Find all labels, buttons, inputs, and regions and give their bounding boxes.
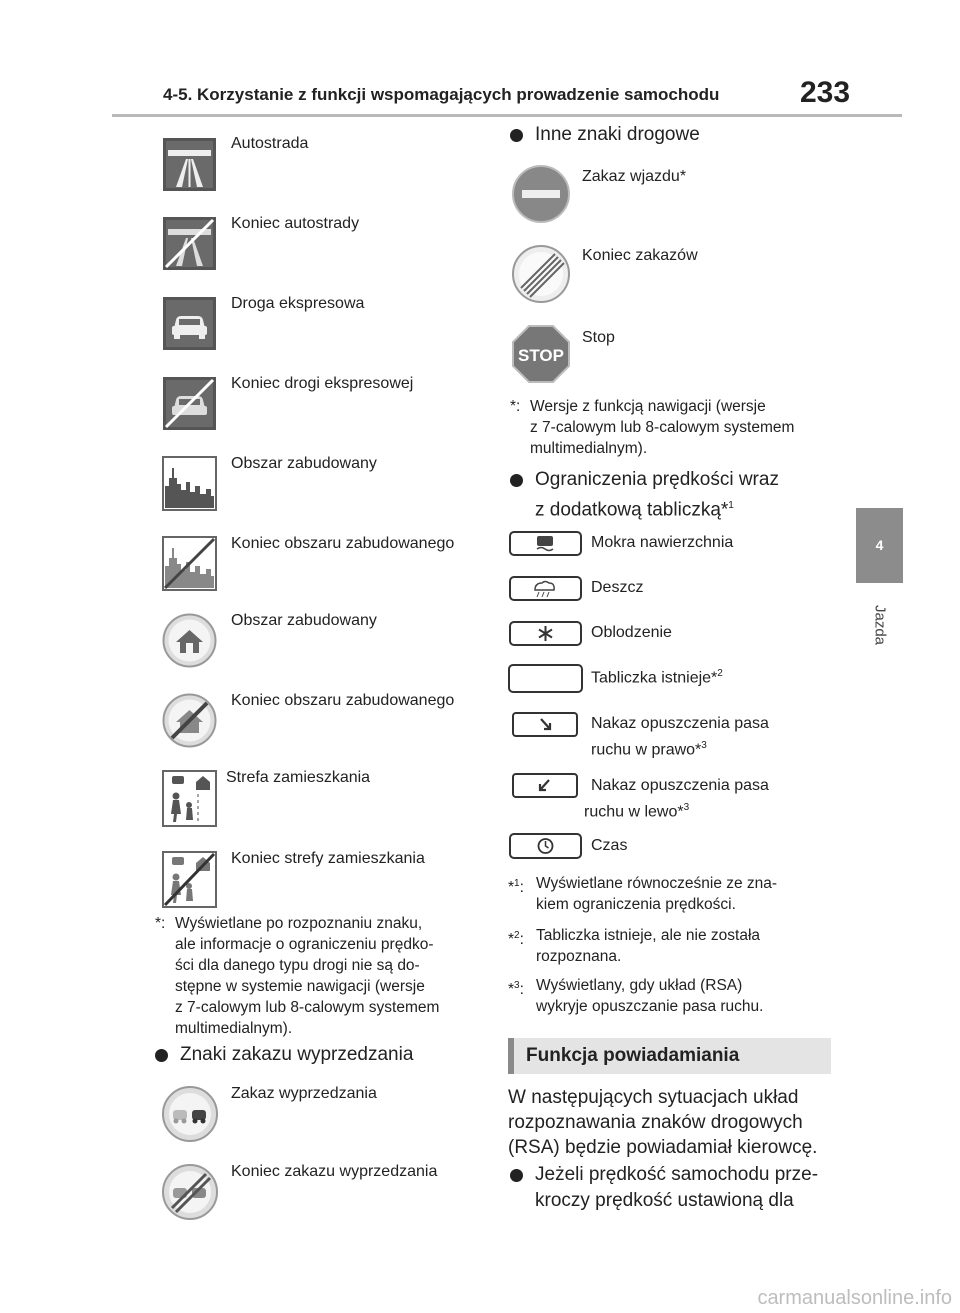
footnote-line: ści dla danego typu drogi nie są do- — [175, 957, 420, 974]
plate-label-text: Nakaz opuszczenia pasa — [591, 715, 769, 732]
sign-label: Droga ekspresowa — [231, 295, 365, 312]
plate-label — [591, 579, 643, 597]
heading-text: Inne znaki drogowe — [535, 124, 700, 145]
footnote-line: multimedialnym). — [175, 1020, 293, 1037]
paragraph-line: (RSA) będzie powiadamiał kierowcę. — [508, 1137, 818, 1158]
notification-bullet — [510, 1162, 850, 1214]
footnote-line: multimedialnym). — [530, 440, 648, 457]
time-plate-icon — [509, 833, 582, 859]
footnote-2 — [508, 925, 848, 967]
plate-label — [591, 837, 627, 855]
watermark: carmanualsonline.info — [757, 1287, 952, 1309]
plate-label-text: ruchu w lewo* — [584, 803, 684, 821]
sign-label: Obszar zabudowany — [231, 455, 377, 472]
end-built-up-area-sign-icon — [162, 536, 217, 591]
plate-label-text: Mokra nawierzchnia — [591, 534, 734, 551]
heading-text: z dodatkową tabliczką* — [535, 499, 729, 521]
footnote-marker: *$^1$: — [508, 878, 524, 897]
page-header-title: 4-5. Korzystanie z funkcji wspomagających prowadzenie samochodu — [163, 85, 720, 104]
sign-label: Strefa zamieszkania — [226, 769, 371, 786]
plate-label-text: Oblodzenie — [591, 624, 672, 641]
footnote-line: Wyświetlany, gdy układ (RSA) — [536, 977, 743, 994]
expressway-sign-icon — [162, 296, 217, 351]
heading-text: Znaki zakazu wyprzedzania — [180, 1044, 414, 1065]
footnote-line: Wyświetlane po rozpoznaniu znaku, — [175, 915, 423, 932]
footnote-line: ale informacje o ograniczeniu prędko- — [175, 936, 434, 953]
footnote-line: z 7-calowym lub 8-calowym systemem — [175, 999, 440, 1016]
end-of-restrictions-sign-icon — [512, 245, 570, 303]
header-divider — [112, 114, 902, 117]
sign-label: Koniec drogi ekspresowej — [231, 375, 414, 392]
paragraph-line: W następujących sytuacjach układ — [508, 1087, 799, 1108]
lane-exit-left-plate-icon — [512, 773, 578, 798]
bullet-icon — [155, 1049, 168, 1062]
sign-label: Koniec strefy zamieszkania — [231, 850, 425, 867]
chapter-label — [856, 590, 903, 660]
plate-exists-icon — [508, 664, 583, 693]
end-motorway-sign-icon — [162, 216, 217, 271]
footnote-marker: *: — [510, 398, 521, 415]
sign-label: Zakaz wjazdu* — [582, 168, 687, 185]
sign-label: Koniec zakazów — [582, 247, 698, 264]
ice-plate-icon — [509, 621, 582, 646]
sign-label: Obszar zabudowany — [231, 612, 377, 629]
wet-road-plate-icon — [509, 531, 582, 556]
no-overtaking-sign-icon — [162, 1086, 218, 1142]
footnote-marker: *$^3$: — [508, 980, 524, 999]
plate-label-text: Tabliczka istnieje* — [591, 669, 718, 687]
plate-label — [591, 534, 733, 552]
footnote-line: stępne w systemie nawigacji (wersje — [175, 978, 425, 995]
bullet-icon — [510, 129, 523, 142]
sign-label: Autostrada — [231, 135, 309, 152]
other-signs-footnote — [510, 396, 850, 459]
footnote-line: Wersje z funkcją nawigacji (wersje — [530, 398, 766, 415]
bullet-text: Jeżeli prędkość samochodu prze- — [535, 1164, 819, 1185]
lane-exit-right-plate-icon — [512, 712, 578, 737]
footnote-1 — [508, 873, 848, 915]
built-up-area-round-sign-icon — [162, 613, 217, 668]
footnote-3 — [508, 975, 848, 1017]
footnote-sup: 3 — [683, 802, 690, 813]
residential-zone-sign-icon — [162, 770, 217, 827]
footnote-sup: 2 — [717, 668, 723, 679]
footnote-line: rozpoznana. — [536, 948, 622, 965]
bullet-text: kroczy prędkość ustawioną dla — [535, 1190, 794, 1211]
sign-label: Koniec obszaru zabudowanego — [231, 692, 455, 709]
plate-label-text: Nakaz opuszczenia pasa — [591, 777, 769, 794]
end-expressway-sign-icon — [162, 376, 217, 431]
sign-label: Koniec autostrady — [231, 215, 360, 232]
footnote-line: Wyświetlane równocześnie ze zna- — [536, 875, 778, 892]
footnote-line: kiem ograniczenia prędkości. — [536, 896, 736, 913]
sign-label: Zakaz wyprzedzania — [231, 1085, 377, 1102]
motorway-sign-icon — [162, 137, 217, 192]
footnote-marker: *: — [155, 915, 166, 932]
end-residential-zone-sign-icon — [162, 851, 217, 908]
paragraph-line: rozpoznawania znaków drogowych — [508, 1112, 803, 1133]
sign-label: Stop — [582, 329, 615, 346]
stop-sign-icon — [512, 325, 570, 383]
plate-label-text: Deszcz — [591, 579, 644, 596]
footnote-line: z 7-calowym lub 8-calowym systemem — [530, 419, 795, 436]
section-title: Funkcja powiadamiania — [508, 1038, 831, 1074]
left-footnote — [155, 913, 485, 1039]
sign-label: Koniec obszaru zabudowanego — [231, 535, 455, 552]
overtaking-heading — [155, 1042, 485, 1068]
heading-text: Ograniczenia prędkości wraz — [535, 469, 779, 490]
chapter-tab: 4 — [856, 508, 903, 583]
end-no-overtaking-sign-icon — [162, 1164, 218, 1220]
chapter-label-text: Jazda — [871, 604, 888, 646]
footnote-sup: 3 — [701, 740, 707, 751]
bullet-icon — [510, 474, 523, 487]
speed-limits-heading — [510, 467, 850, 523]
end-built-up-area-round-sign-icon — [162, 693, 217, 748]
plate-label-text: Czas — [591, 837, 628, 854]
other-signs-heading — [510, 122, 840, 148]
page-number: 233 — [800, 76, 851, 109]
rain-plate-icon — [509, 576, 582, 601]
plate-label — [591, 668, 723, 687]
footnote-line: wykryje opuszczanie pasa ruchu. — [536, 998, 764, 1015]
plate-label — [591, 624, 672, 642]
footnote-line: Tabliczka istnieje, ale nie została — [536, 927, 761, 944]
built-up-area-sign-icon — [162, 456, 217, 511]
stop-sign-text: STOP — [518, 346, 564, 365]
plate-label-text: ruchu w prawo* — [591, 741, 702, 759]
no-entry-sign-icon — [512, 165, 570, 223]
section-paragraph — [508, 1085, 848, 1160]
plate-label — [584, 775, 769, 823]
sign-label: Koniec zakazu wyprzedzania — [231, 1163, 438, 1180]
footnote-marker: *$^2$: — [508, 930, 524, 949]
plate-label — [591, 713, 769, 761]
bullet-icon — [510, 1169, 523, 1182]
footnote-sup: 1 — [728, 500, 734, 511]
